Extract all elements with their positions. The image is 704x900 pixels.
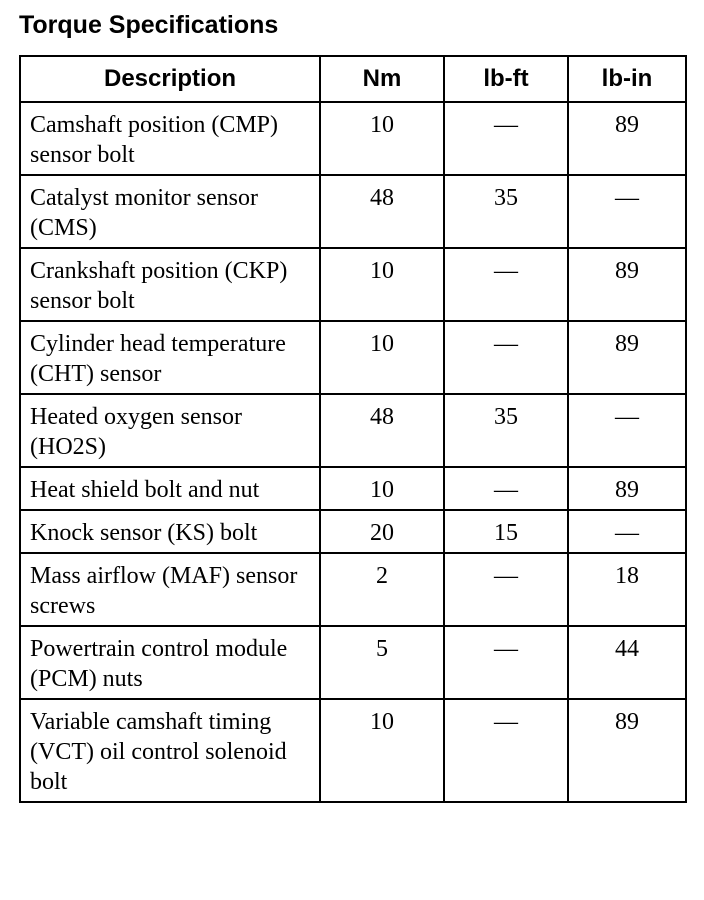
cell-lb-in: 89 (568, 102, 686, 175)
cell-lb-ft: 35 (444, 394, 568, 467)
cell-lb-in: 89 (568, 321, 686, 394)
cell-nm: 10 (320, 102, 444, 175)
cell-nm: 10 (320, 321, 444, 394)
table-row (20, 321, 686, 394)
table-row (20, 467, 686, 510)
torque-specifications-table (19, 55, 687, 803)
cell-description: Heated oxygen sensor (HO2S) (20, 394, 320, 467)
cell-nm: 10 (320, 248, 444, 321)
cell-lb-ft: — (444, 553, 568, 626)
cell-lb-in: 89 (568, 467, 686, 510)
cell-nm: 10 (320, 467, 444, 510)
table-row (20, 510, 686, 553)
cell-description: Mass airflow (MAF) sensor screws (20, 553, 320, 626)
header-row (20, 56, 686, 102)
table-row (20, 175, 686, 248)
table-row (20, 553, 686, 626)
cell-nm: 20 (320, 510, 444, 553)
header-lb-ft: lb-ft (444, 56, 568, 102)
cell-lb-ft: — (444, 248, 568, 321)
header-nm: Nm (320, 56, 444, 102)
cell-nm: 5 (320, 626, 444, 699)
cell-nm: 48 (320, 175, 444, 248)
header-lb-in: lb-in (568, 56, 686, 102)
cell-nm: 2 (320, 553, 444, 626)
cell-description: Cylinder head temperature (CHT) sensor (20, 321, 320, 394)
table-row (20, 394, 686, 467)
cell-lb-ft: — (444, 626, 568, 699)
cell-description: Catalyst monitor sensor (CMS) (20, 175, 320, 248)
cell-nm: 10 (320, 699, 444, 802)
cell-description: Knock sensor (KS) bolt (20, 510, 320, 553)
cell-lb-ft: 15 (444, 510, 568, 553)
cell-lb-in: — (568, 394, 686, 467)
cell-lb-in: 89 (568, 699, 686, 802)
cell-lb-in: 18 (568, 553, 686, 626)
table-row (20, 102, 686, 175)
cell-lb-in: 44 (568, 626, 686, 699)
cell-lb-in: — (568, 175, 686, 248)
cell-lb-ft: — (444, 699, 568, 802)
table-row (20, 248, 686, 321)
cell-description: Heat shield bolt and nut (20, 467, 320, 510)
cell-description: Powertrain control module (PCM) nuts (20, 626, 320, 699)
header-description: Description (20, 56, 320, 102)
cell-lb-ft: 35 (444, 175, 568, 248)
page-title: Torque Specifications (19, 11, 279, 39)
cell-description: Camshaft position (CMP) sensor bolt (20, 102, 320, 175)
cell-lb-ft: — (444, 102, 568, 175)
cell-description: Variable camshaft timing (VCT) oil control solenoid bolt (20, 699, 320, 802)
table-row (20, 699, 686, 802)
cell-lb-ft: — (444, 467, 568, 510)
cell-description: Crankshaft position (CKP) sensor bolt (20, 248, 320, 321)
cell-lb-in: — (568, 510, 686, 553)
cell-lb-ft: — (444, 321, 568, 394)
table-row (20, 626, 686, 699)
cell-lb-in: 89 (568, 248, 686, 321)
cell-nm: 48 (320, 394, 444, 467)
